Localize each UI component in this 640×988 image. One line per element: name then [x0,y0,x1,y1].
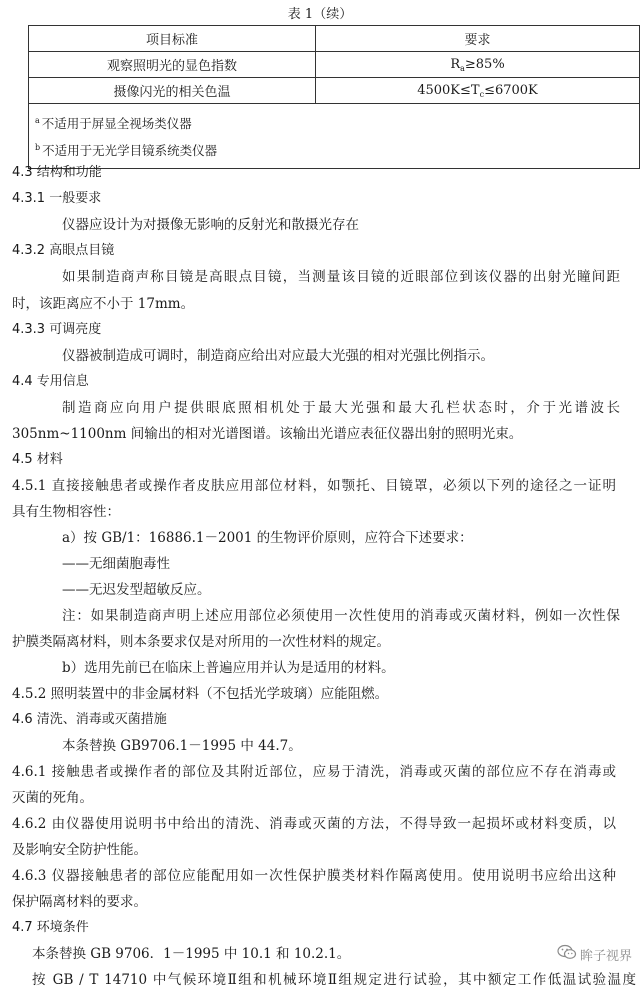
list-item: a）按 GB/1：16886.1－2001 的生物评价原则，应符合下述要求： [62,530,473,546]
section-heading: 4.6 清洗、消毒或灭菌措施 [12,712,167,727]
paragraph-line: 按 GB / T 14710 中气候环境Ⅱ组和机械环境Ⅱ组规定进行试验，其中额定工作低温试验温度 [32,972,636,988]
paragraph-line: 4.5.2 照明装置中的非金属材料（不包括光学玻璃）应能阻燃。 [12,686,389,702]
section-heading: 4.4 专用信息 [12,374,89,389]
note-line: 注：如果制造商声明上述应用部位必须使用一次性使用的消毒或灭菌材料，例如一次性保 [62,608,620,624]
column-header-item: 项目标准 [29,26,316,52]
row-item: 观察照明光的显色指数 [29,52,316,78]
paragraph-line: 仪器应设计为对摄像无影响的反射光和散摄光存在 [62,217,359,233]
paragraph-line: 4.6.2 由仪器使用说明书中给出的清洗、消毒或灭菌的方法，不得导致一起损坏或材料变质，以 [12,816,616,832]
section-heading: 4.3 结构和功能 [12,165,102,180]
paragraph-line: 仪器被制造成可调时，制造商应给出对应最大光强的相对光强比例指示。 [62,348,494,364]
watermark-text: 眸子视界 [579,948,632,964]
section-heading: 4.7 环境条件 [12,920,89,935]
list-item: b）选用先前已在临床上普遍应用并认为是适用的材料。 [62,660,395,676]
paragraph-line: 4.6.3 仪器接触患者的部位应能配用如一次性保护膜类材料作隔离使用。使用说明书应给出这种 [12,868,616,884]
paragraph-line: 制造商应向用户提供眼底照相机处于最大光强和最大孔栏状态时，介于光谱波长 [62,400,620,416]
table-caption: 表 1（续） [287,7,353,22]
row-requirement: $4500K\le T_c\le 6700K$ [316,78,640,104]
paragraph-line: 保护隔离材料的要求。 [12,894,147,910]
watermark [557,944,632,964]
requirements-table [28,25,640,169]
footnote: $^b$ 不适用于无光学目镜系统类仪器 [35,143,218,158]
paragraph-line: 本条替换 GB 9706．1－1995 中 10.1 和 10.2.1。 [32,946,351,962]
paragraph-line: 具有生物相容性： [12,504,120,520]
section-heading: 4.5 材料 [12,452,63,467]
paragraph-line: 305nm~1100nm 间输出的相对光谱图谱。该输出光谱应表征仪器出射的照明光束。 [12,426,523,442]
table-row [29,52,640,78]
paragraph-line: 4.5.1 直接接触患者或操作者皮肤应用部位材料，如颚托、目镜罩，必须以下列的途径之一证明 [12,478,616,494]
paragraph-line: 及影响安全防护性能。 [12,842,147,858]
subsection-heading: 4.3.2 高眼点目镜 [12,243,115,258]
table-header-row [29,26,640,52]
list-item: ——无细菌胞毒性 [62,556,170,572]
table-row [29,78,640,104]
footnote: $^a$ 不适用于屏显全视场类仪器 [35,116,192,131]
row-item: 摄像闪光的相关色温 [29,78,316,104]
paragraph-line: 灭菌的死角。 [12,790,93,806]
table-footnotes [29,104,640,169]
paragraph-line: 本条替换 GB9706.1－1995 中 44.7。 [62,738,302,754]
note-line: 护膜类隔离材料，则本条要求仅是对所用的一次性材料的规定。 [12,634,390,650]
wechat-icon [557,944,577,964]
subsection-heading: 4.3.1 一般要求 [12,191,102,206]
paragraph-line: 4.6.1 接触患者或操作者的部位及其附近部位，应易于清洗，消毒或灭菌的部位应不存在消毒或 [12,764,616,780]
row-requirement: $R_a\ge 85\%$ [316,52,640,78]
list-item: ——无迟发型超敏反应。 [62,582,211,598]
column-header-requirement: 要求 [316,26,640,52]
paragraph-line: 如果制造商声称目镜是高眼点目镜，当测量该目镜的近眼部位到该仪器的出射光瞳间距 [62,269,620,285]
subsection-heading: 4.3.3 可调亮度 [12,322,102,337]
paragraph-line: 时，该距离应不小于 17mm。 [12,296,195,312]
